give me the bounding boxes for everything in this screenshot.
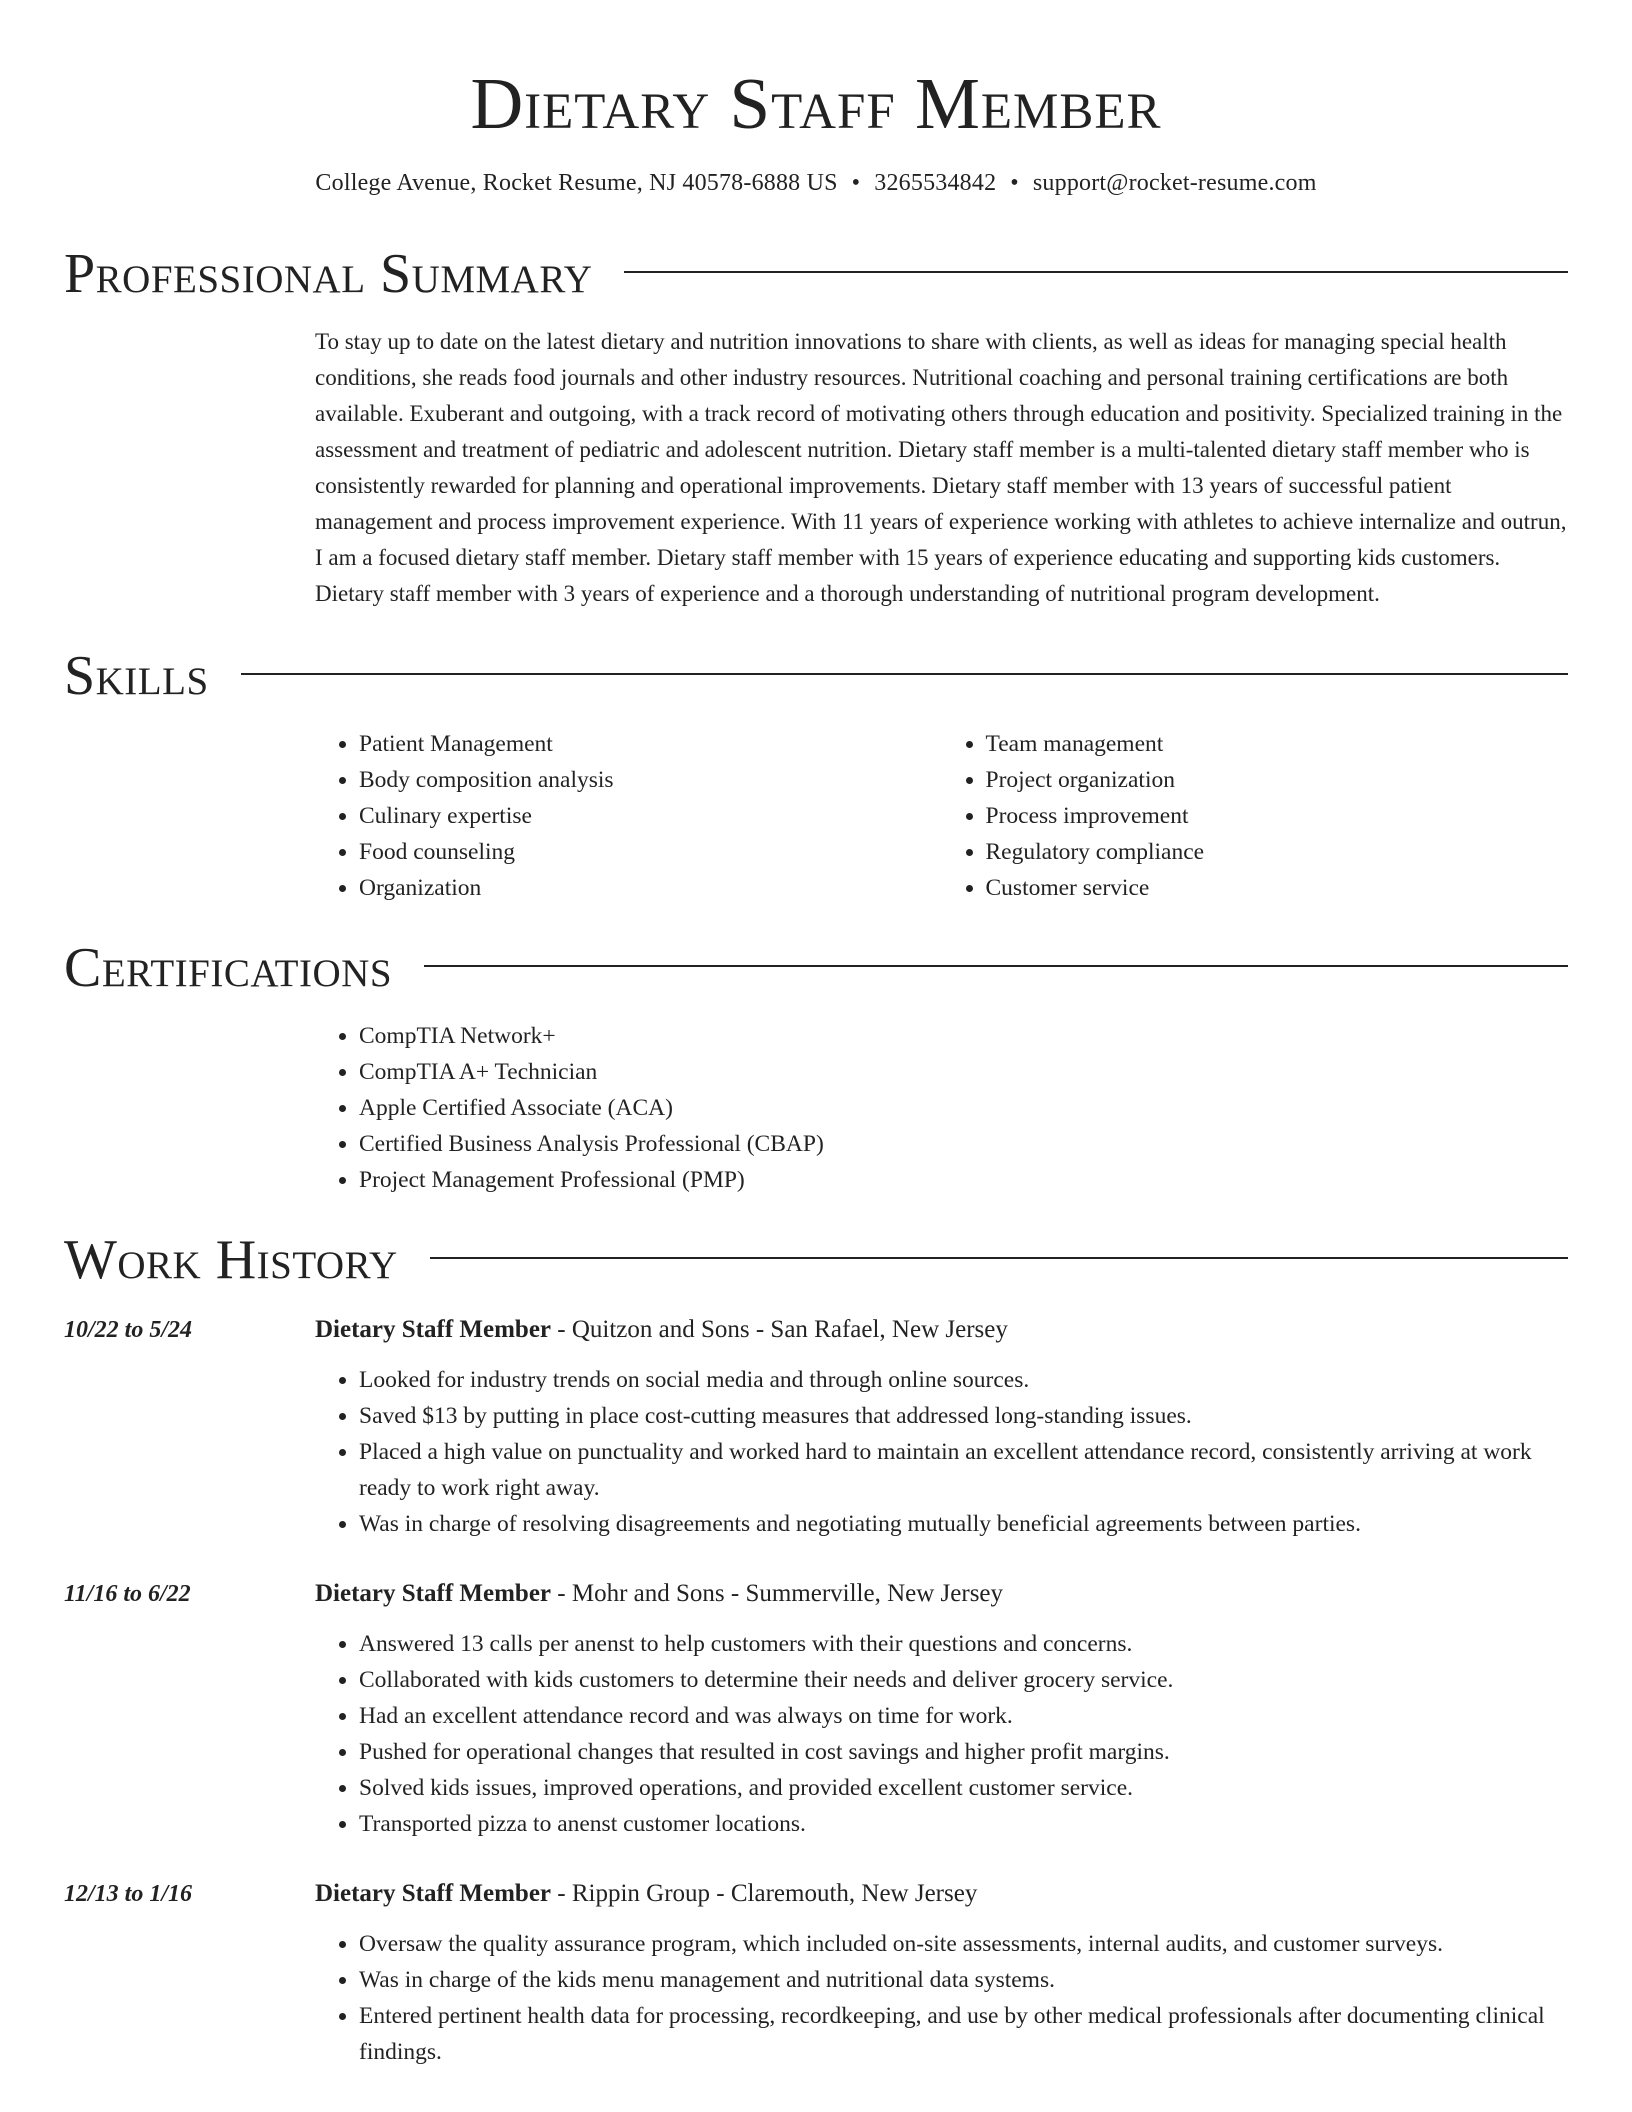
skill-item: • Body composition analysis (359, 762, 942, 798)
candidate-name: Dietary Staff Member (470, 63, 1162, 144)
skills-list (315, 726, 1568, 906)
job-title-line (315, 1576, 1568, 1612)
certification-item: • Certified Business Analysis Professional (CBAP) (359, 1126, 1568, 1162)
certification-item: • CompTIA A+ Technician (359, 1054, 1568, 1090)
certifications-list (315, 1018, 1568, 1198)
contact-line (64, 168, 1568, 198)
job-employer: - Quitzon and Sons - San Rafael, New Jersey (551, 1316, 1008, 1343)
skill-item: • Project organization (986, 762, 1569, 798)
job-bullet: • Entered pertinent health data for processing, recordkeeping, and use by other medical professionals after documenting clinical findings. (359, 1998, 1568, 2070)
job-bullet: • Placed a high value on punctuality and worked hard to maintain an excellent attendance record, consistently arriving at work ready to work right away. (359, 1434, 1568, 1506)
skill-item: • Customer service (986, 870, 1569, 906)
job-bullet: • Saved $13 by putting in place cost-cutting measures that addressed long-standing issues. (359, 1398, 1568, 1434)
job-employer: - Mohr and Sons - Summerville, New Jersey (551, 1580, 1004, 1607)
job-bullet: • Solved kids issues, improved operations, and provided excellent customer service. (359, 1770, 1568, 1806)
email: support@rocket-resume.com (1032, 170, 1317, 196)
skill-item: • Organization (359, 870, 942, 906)
section-divider (424, 965, 1568, 967)
section-divider (241, 673, 1568, 675)
separator: • (851, 170, 861, 196)
address: College Avenue, Rocket Resume, NJ 40578-6888 US (315, 170, 838, 196)
job-title: Dietary Staff Member (315, 1580, 552, 1607)
job-bullets (315, 1926, 1568, 2070)
section-heading: Certifications (64, 937, 393, 999)
job-bullets (315, 1626, 1568, 1842)
job-dates: 10/22 to 5/24 (64, 1317, 193, 1343)
job-bullet: • Collaborated with kids customers to determine their needs and deliver grocery service. (359, 1662, 1568, 1698)
job-dates: 12/13 to 1/16 (64, 1881, 193, 1907)
certification-item: • Project Management Professional (PMP) (359, 1162, 1568, 1198)
certification-item: • CompTIA Network+ (359, 1018, 1568, 1054)
section-divider (624, 271, 1568, 273)
job-entry (64, 1876, 1568, 2070)
job-title: Dietary Staff Member (315, 1880, 552, 1907)
work-history-section-header (64, 1228, 1568, 1292)
job-entry (64, 1576, 1568, 1842)
job-bullet: • Pushed for operational changes that resulted in cost savings and higher profit margins. (359, 1734, 1568, 1770)
job-bullet: • Had an excellent attendance record and was always on time for work. (359, 1698, 1568, 1734)
section-heading: Work History (64, 1229, 398, 1291)
job-title-line (315, 1876, 1568, 1912)
section-heading: Skills (64, 645, 209, 707)
job-bullet: • Oversaw the quality assurance program, which included on-site assessments, internal audits, and customer surveys. (359, 1926, 1568, 1962)
job-bullet: • Transported pizza to anenst customer locations. (359, 1806, 1568, 1842)
job-entry (64, 1312, 1568, 1542)
skill-item: • Patient Management (359, 726, 942, 762)
phone: 3265534842 (874, 170, 997, 196)
job-bullets (315, 1362, 1568, 1542)
certification-item: • Apple Certified Associate (ACA) (359, 1090, 1568, 1126)
skill-item: • Food counseling (359, 834, 942, 870)
job-bullet: • Answered 13 calls per anenst to help customers with their questions and concerns. (359, 1626, 1568, 1662)
skill-item: • Process improvement (986, 798, 1569, 834)
skills-column-right (942, 726, 1569, 906)
skill-item: • Culinary expertise (359, 798, 942, 834)
job-title-line (315, 1312, 1568, 1348)
certifications-section-header (64, 936, 1568, 1000)
section-divider (430, 1257, 1568, 1259)
job-dates: 11/16 to 6/22 (64, 1581, 191, 1607)
separator: • (1010, 170, 1019, 196)
skill-item: • Team management (986, 726, 1569, 762)
summary-section-header (64, 242, 1568, 306)
skills-section-header (64, 644, 1568, 708)
skills-column-left (315, 726, 942, 906)
job-bullet: • Was in charge of resolving disagreements and negotiating mutually beneficial agreements between parties. (359, 1506, 1568, 1542)
job-title: Dietary Staff Member (315, 1316, 552, 1343)
resume-page (64, 0, 1568, 2070)
job-bullet: • Looked for industry trends on social media and through online sources. (359, 1362, 1568, 1398)
job-bullet: • Was in charge of the kids menu management and nutritional data systems. (359, 1962, 1568, 1998)
section-heading: Professional Summary (64, 243, 593, 305)
job-employer: - Rippin Group - Claremouth, New Jersey (551, 1880, 978, 1907)
summary-text: To stay up to date on the latest dietary and nutrition innovations to share with clients, as well as ideas for managing special health conditions, she reads food journals and other industry resources. Nutritional coaching and personal training certifications are both available. Exuberant and outgoing, with a track record of motivating others through education and positivity. Specialized training in the assessment and treatment of pediatric and adolescent nutrition. Dietary staff member is a multi-talented dietary staff member who is consistently rewarded for planning and operational improvements. Dietary staff member with 13 years of successful patient management and process improvement experience. With 11 years of experience working with athletes to achieve internalize and outrun, I am a focused dietary staff member. Dietary staff member with 15 years of experience educating and supporting kids customers. Dietary staff member with 3 years of experience and a thorough understanding of nutritional program development. (315, 329, 1567, 606)
skill-item: • Regulatory compliance (986, 834, 1569, 870)
